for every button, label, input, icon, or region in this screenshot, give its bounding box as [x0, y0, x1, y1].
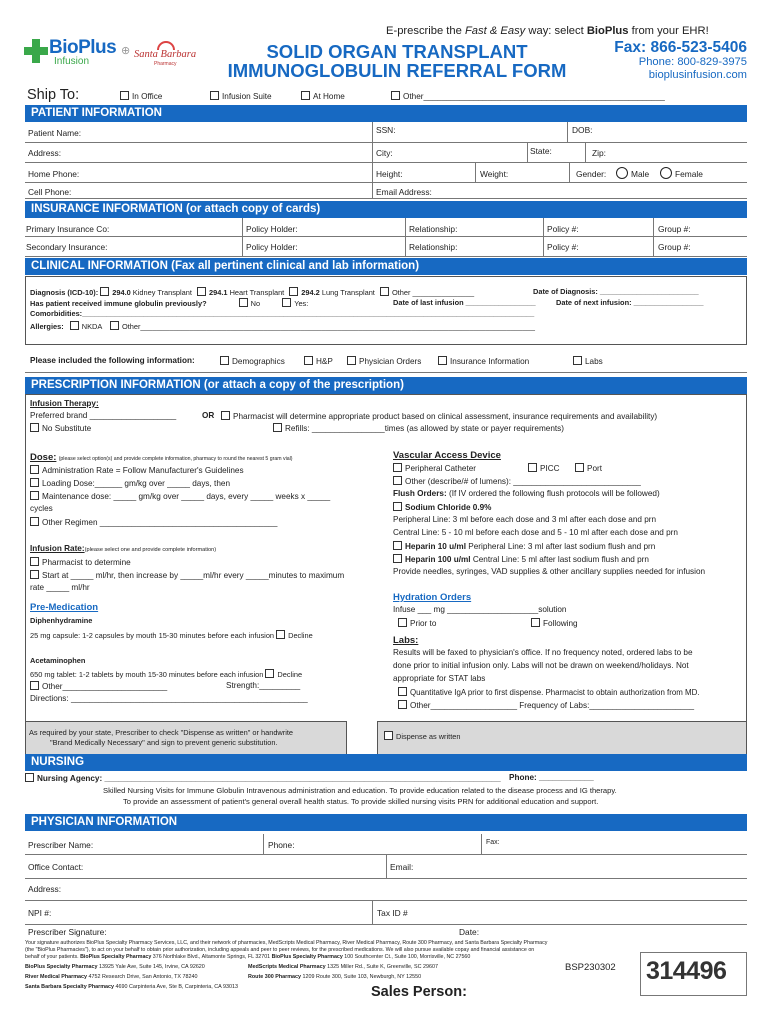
include-hp[interactable] [304, 356, 333, 367]
primary-insurance-field[interactable]: Primary Insurance Co: [26, 224, 110, 234]
vad-other-label[interactable]: Other (describe/# of lumens): ____________________________ [405, 477, 641, 486]
labs-title: Labs: [393, 635, 419, 646]
logo-pharmacy-text: Pharmacy [154, 61, 177, 67]
form-title-line1: SOLID ORGAN TRANSPLANT [266, 41, 528, 62]
acetaminophen-text [30, 669, 302, 679]
acetaminophen-title: Acetaminophen [30, 656, 86, 665]
form-code: BSP230302 [565, 962, 616, 973]
vad-picc-option[interactable] [528, 463, 560, 474]
include-insurance[interactable] [438, 356, 529, 367]
rate-pharm-option[interactable] [30, 557, 131, 568]
dx2-code: 294.1 [209, 288, 228, 297]
phone-number: Phone: 800-829-3975 [638, 56, 747, 68]
checkbox-icon[interactable] [239, 298, 248, 307]
checkbox-icon[interactable] [273, 423, 282, 432]
no-substitute-label: No Substitute [42, 424, 92, 433]
location-2-name: MedScripts Medical Pharmacy [248, 964, 326, 970]
ship-to-in-office-label: In Office [132, 92, 163, 101]
checkbox-icon[interactable] [304, 356, 313, 365]
dx1-code: 294.0 [112, 288, 131, 297]
fine-print-1: Your signature authorizes BioPlus Specialty Pharmacy Services, LLC, and their network of pharmacies, MedScripts Medical Pharmacy, River Medical Pharmacy, Route 300 Pharmacy, and Santa Barbara Specialty Pharmacy [25, 940, 548, 946]
heparin-10-text: Peripheral Line: 3 ml after last sodium flush and prn [468, 542, 656, 551]
include-physician-orders[interactable] [347, 356, 421, 367]
tagline-em: Fast & Easy [464, 25, 526, 37]
location-2-address: 1325 Miller Rd., Suite K, Greenville, SC 29607 [325, 964, 438, 970]
heparin-100-label: Heparin 100 u/ml [405, 555, 471, 564]
ship-to-at-home[interactable] [301, 91, 345, 102]
acetaminophen-dose: 650 mg tablet: 1-2 tablets by mouth 15-30 minutes before each infusion [30, 670, 264, 679]
fine-print-3-b2: BioPlus Specialty Pharmacy [271, 954, 343, 960]
hydration-title: Hydration Orders [393, 592, 472, 603]
secondary-relationship-field[interactable]: Relationship: [409, 242, 458, 252]
weight-field[interactable]: Weight: [480, 169, 509, 179]
ssn-field[interactable]: SSN: [376, 125, 396, 135]
rate-title: Infusion Rate: [30, 544, 85, 553]
sodium-chloride-label: Sodium Chloride 0.9% [405, 503, 492, 512]
dose-admin-option[interactable] [30, 465, 244, 476]
dx3-text: Lung Transplant [321, 288, 375, 297]
vad-other-option[interactable] [393, 476, 641, 487]
checkbox-icon[interactable] [110, 321, 119, 330]
dose-loading-option[interactable] [30, 478, 230, 489]
prescription-info-heading: PRESCRIPTION INFORMATION (or attach a copy of the prescription) [25, 377, 747, 394]
nursing-line-2: To provide an assessment of patient's general overall health status. To provide skilled nursing visits PRN for additional education and support. [123, 797, 599, 806]
checkbox-icon[interactable] [30, 681, 39, 690]
prescriber-phone-field[interactable]: Phone: [268, 840, 295, 850]
fine-print-3-b1: BioPlus Specialty Pharmacy [80, 954, 152, 960]
other-med-option[interactable] [30, 681, 167, 692]
prescriber-name-field[interactable]: Prescriber Name: [28, 840, 94, 850]
tax-id-field[interactable]: Tax ID # [377, 908, 408, 918]
dob-field[interactable]: DOB: [572, 125, 593, 135]
dx1-text: Kidney Transplant [132, 288, 192, 297]
location-1 [25, 964, 205, 971]
include-demographics-label: Demographics [232, 357, 285, 366]
clinical-info-heading: CLINICAL INFORMATION (Fax all pertinent clinical and lab information) [25, 258, 747, 275]
diphenhydramine-decline: Decline [288, 631, 313, 640]
radio-icon[interactable] [616, 167, 628, 179]
secondary-insurance-field[interactable]: Secondary Insurance: [26, 242, 108, 252]
heparin-10-option[interactable] [393, 541, 655, 552]
diagnosis-row [30, 287, 474, 297]
hydration-prior-option[interactable] [398, 618, 436, 629]
labs-quant-option[interactable] [398, 687, 699, 698]
labs-text-3: appropriate for STAT labs [393, 674, 486, 683]
prev-ig-no: No [250, 299, 261, 308]
tagline-pre: E-prescribe the [386, 25, 465, 37]
vad-title: Vascular Access Device [393, 450, 501, 461]
secondary-policy-holder-field[interactable]: Policy Holder: [246, 242, 298, 252]
next-infusion-date[interactable]: Date of next infusion: _________________ [556, 298, 704, 307]
checkbox-icon[interactable] [220, 356, 229, 365]
vad-picc-label: PICC [540, 464, 560, 473]
checkbox-icon[interactable] [398, 618, 407, 627]
ship-to-other[interactable] [391, 91, 665, 102]
rate-note: (please select one and provide complete information) [84, 547, 217, 553]
gender-male[interactable] [616, 167, 649, 179]
gender-female[interactable] [660, 167, 703, 179]
secondary-group-no-field[interactable]: Group #: [658, 242, 691, 252]
location-3-address: 4752 Research Drive, San Antonio, TX 78240 [87, 974, 198, 980]
checkbox-icon[interactable] [393, 502, 402, 511]
vad-peripheral-label: Peripheral Catheter [405, 464, 476, 473]
website: bioplusinfusion.com [648, 69, 747, 81]
checkbox-icon[interactable] [384, 731, 393, 740]
include-demographics[interactable] [220, 356, 285, 367]
allergy-other[interactable]: Other________________________________________________________________________________________________ [121, 322, 536, 331]
email-field[interactable]: Email Address: [376, 187, 432, 197]
checkbox-icon[interactable] [301, 91, 310, 100]
dose-title: Dose: [30, 452, 57, 463]
refills-option[interactable] [273, 423, 564, 434]
no-substitute-option[interactable] [30, 423, 91, 434]
rate-max[interactable]: rate _____ ml/hr [30, 583, 90, 592]
ship-to-other-label: Other [403, 92, 424, 101]
nursing-line-1: Skilled Nursing Visits for Immune Globulin Intravenous administration and education. To provide education related to the disease process and IG therapy. [103, 786, 617, 795]
plus-separator-icon: ⊕ [121, 45, 131, 57]
labs-other-field[interactable]: Other___________________ Frequency of Labs:_______________________ [410, 701, 695, 710]
fine-print-3-pre: behalf of your patients. [25, 954, 81, 960]
checkbox-icon[interactable] [393, 463, 402, 472]
dose-loading-label[interactable]: Loading Dose:______ gm/kg over _____ days, then [42, 479, 230, 488]
hydration-prior-label: Prior to [410, 619, 437, 628]
checkbox-icon[interactable] [573, 356, 582, 365]
dose-admin-label: Administration Rate = Follow Manufacturer's Guidelines [42, 466, 244, 475]
flush-orders [393, 489, 660, 499]
dose-title-row [30, 453, 293, 464]
dose-cycles: cycles [30, 504, 53, 513]
checkbox-icon[interactable] [393, 541, 402, 550]
primary-group-no-field[interactable]: Group #: [658, 224, 691, 234]
diphenhydramine-dose: 25 mg capsule: 1-2 capsules by mouth 15-30 minutes before each infusion [30, 631, 275, 640]
allergies-row [30, 321, 535, 331]
dose-other-option[interactable] [30, 517, 277, 528]
checkbox-icon[interactable] [393, 554, 402, 563]
primary-policy-holder-field[interactable]: Policy Holder: [246, 224, 298, 234]
dx3-code: 294.2 [301, 288, 320, 297]
physician-info-heading: PHYSICIAN INFORMATION [25, 814, 747, 831]
cross-icon [24, 39, 48, 63]
checkbox-icon[interactable] [531, 618, 540, 627]
comorbidities-field[interactable]: Comorbidities:______________________________________________________________________________________________________________ [30, 309, 535, 318]
location-5-name: Santa Barbara Specialty Pharmacy [25, 984, 114, 990]
central-line-text: Central Line: 5 - 10 ml before each dose and 5 - 10 ml after each dose and prn [393, 528, 678, 537]
home-phone-field[interactable]: Home Phone: [28, 169, 80, 179]
include-info-row [30, 356, 195, 366]
dispense-as-written-option[interactable] [384, 731, 461, 741]
tagline-mid: way: select [525, 25, 587, 37]
checkbox-icon[interactable] [276, 630, 285, 639]
prev-ig-label: Has patient received immune globulin previously? [30, 299, 207, 308]
secondary-policy-no-field[interactable]: Policy #: [547, 242, 579, 252]
location-5-address: 4690 Carpinteria Ave, Ste B, Carpinteria, CA 93013 [114, 984, 238, 990]
form-number: 314496 [646, 957, 727, 985]
radio-icon[interactable] [660, 167, 672, 179]
office-contact-field[interactable]: Office Contact: [28, 862, 84, 872]
santabarbara-logo [134, 38, 204, 70]
include-hp-label: H&P [316, 357, 333, 366]
checkbox-icon[interactable] [100, 287, 109, 296]
dx-other[interactable]: Other _______________ [391, 288, 475, 297]
ship-to-in-office[interactable] [120, 91, 162, 102]
dispense-as-written-label: Dispense as written [396, 732, 461, 741]
infusion-therapy-title-text: Infusion Therapy [30, 399, 96, 408]
logo-infusion-text: Infusion [54, 56, 90, 67]
tagline-brand: BioPlus [586, 25, 629, 37]
dose-note: (please select option(s) and provide complete information, pharmacy to round the nearest 5 gram vial) [58, 456, 293, 462]
checkbox-icon[interactable] [30, 517, 39, 526]
acetaminophen-decline: Decline [277, 670, 303, 679]
rate-start-option[interactable] [30, 570, 344, 581]
primary-relationship-field[interactable]: Relationship: [409, 224, 458, 234]
location-4-address: 1209 Route 300, Suite 103, Newburgh, NY 12550 [301, 974, 422, 980]
checkbox-icon[interactable] [30, 465, 39, 474]
checkbox-icon[interactable] [30, 570, 39, 579]
location-3 [25, 974, 198, 981]
prescriber-signature-field[interactable]: Prescriber Signature: [28, 927, 107, 937]
state-field[interactable]: State: [530, 146, 552, 156]
checkbox-icon[interactable] [210, 91, 219, 100]
dose-other-label[interactable]: Other Regimen _______________________________________ [42, 518, 278, 527]
checkbox-icon[interactable] [120, 91, 129, 100]
checkbox-icon[interactable] [70, 321, 79, 330]
nursing-agency-label[interactable]: Nursing Agency: _______________________________________________________________________________________ [37, 774, 501, 783]
checkbox-icon[interactable] [398, 700, 407, 709]
peripheral-line-text: Peripheral Line: 3 ml before each dose and 3 ml after each dose and prn [393, 515, 657, 524]
or-label: OR [202, 411, 215, 420]
location-1-name: BioPlus Specialty Pharmacy [25, 964, 98, 970]
prescriber-email-field[interactable]: Email: [390, 862, 414, 872]
other-med-field[interactable]: Other_______________________ [42, 682, 168, 691]
address-field[interactable]: Address: [28, 148, 62, 158]
checkbox-icon[interactable] [391, 91, 400, 100]
ship-to-at-home-label: At Home [313, 92, 345, 101]
prescriber-fax-field[interactable]: Fax: [486, 839, 500, 846]
location-1-address: 13925 Yale Ave, Suite 145, Irvine, CA 92620 [97, 964, 205, 970]
labs-other-option[interactable] [398, 700, 694, 711]
refills-label[interactable]: Refills: ________________times (as allowed by state or payer requirements) [285, 424, 564, 433]
infusion-therapy-title: Infusion Therapy: [30, 399, 99, 408]
location-5 [25, 984, 238, 991]
prev-ig-yes: Yes: [294, 299, 309, 308]
nursing-agency-field[interactable] [25, 773, 501, 784]
location-4 [248, 974, 421, 981]
npi-field[interactable]: NPI #: [28, 908, 52, 918]
sales-person-label: Sales Person: [371, 984, 467, 1000]
premed-title: Pre-Medication [30, 602, 99, 613]
vad-port-label: Port [587, 464, 603, 473]
prescriber-address-field[interactable]: Address: [28, 884, 62, 894]
flush-orders-text: (If IV ordered the following flush protocols will be followed) [448, 489, 660, 498]
include-labs[interactable] [573, 356, 603, 367]
insurance-info-heading: INSURANCE INFORMATION (or attach copy of cards) [25, 201, 747, 218]
fine-print-2: (the "BioPlus Pharmacies"), to act on your behalf to obtain prior authorization, including appeals and peer to peer reviews, for the prescribed medications. We will also pursue available copay and financial assistance on [25, 947, 535, 953]
pharmacist-determine-option[interactable] [221, 411, 657, 422]
cell-phone-field[interactable]: Cell Phone: [28, 187, 72, 197]
dx2-text: Heart Transplant [229, 288, 285, 297]
checkbox-icon[interactable] [398, 687, 407, 696]
gender-label: Gender: [576, 169, 607, 179]
prev-ig-row [30, 298, 308, 308]
daw-note-2: "Brand Medically Necessary" and sign to prevent generic substitution. [50, 738, 278, 747]
checkbox-icon[interactable] [25, 773, 34, 782]
checkbox-icon[interactable] [393, 476, 402, 485]
checkbox-icon[interactable] [30, 557, 39, 566]
last-infusion-date[interactable]: Date of last infusion _________________ [393, 298, 536, 307]
diphenhydramine-title: Diphenhydramine [30, 616, 93, 625]
ship-to-infusion-suite-label: Infusion Suite [222, 92, 272, 101]
location-3-name: River Medical Pharmacy [25, 974, 88, 980]
allergies-label: Allergies: [30, 322, 64, 331]
diphenhydramine-text [30, 630, 313, 640]
logo-santabarbara-text: Santa Barbara [134, 49, 197, 60]
sodium-chloride-option[interactable] [393, 502, 491, 513]
date-of-diagnosis[interactable]: Date of Diagnosis: ________________________ [533, 287, 699, 296]
hydration-following-label: Following [543, 619, 578, 628]
checkbox-icon[interactable] [30, 423, 39, 432]
vad-peripheral-option[interactable] [393, 463, 476, 474]
nursing-heading: NURSING [25, 754, 747, 771]
city-field[interactable]: City: [376, 148, 393, 158]
supplies-text: Provide needles, syringes, VAD supplies & other ancillary supplies needed for infusion [393, 567, 706, 576]
ship-to-label: Ship To: [27, 87, 80, 103]
tagline-post: from your EHR! [628, 25, 709, 37]
heparin-10-label: Heparin 10 u/ml [405, 542, 466, 551]
checkbox-icon[interactable] [528, 463, 537, 472]
flush-orders-label: Flush Orders: [393, 489, 447, 498]
labs-text-2: done prior to initial infusion only. Labs will not be drawn on weekend/holidays. Not [393, 661, 689, 670]
checkbox-icon[interactable] [30, 491, 39, 500]
zip-field[interactable]: Zip: [592, 148, 606, 158]
include-labs-label: Labs [585, 357, 603, 366]
fax-number: Fax: 866-523-5406 [614, 39, 747, 56]
checkbox-icon[interactable] [265, 669, 274, 678]
patient-info-heading: PATIENT INFORMATION [25, 105, 747, 122]
labs-quant-label: Quantitative IgA prior to first dispense. Pharmacist to obtain authorization from MD. [410, 688, 700, 697]
directions-field[interactable]: Directions: ____________________________________________________ [30, 694, 308, 703]
form-title-line2: IMMUNOGLOBULIN REFERRAL FORM [227, 60, 567, 81]
gender-female-label: Female [675, 169, 703, 179]
checkbox-icon[interactable] [438, 356, 447, 365]
hydration-infuse-field[interactable]: Infuse ___ mg ____________________solution [393, 605, 567, 614]
gender-male-label: Male [631, 169, 650, 179]
heparin-100-text: Central Line: 5 ml after last sodium flush and prn [472, 555, 649, 564]
fine-print-3 [25, 954, 470, 961]
location-2 [248, 964, 438, 971]
heparin-100-option[interactable] [393, 554, 649, 565]
preferred-brand-field[interactable]: Preferred brand ___________________ [30, 411, 177, 420]
vad-port-option[interactable] [575, 463, 602, 474]
ship-to-other-line[interactable]: _____________________________________________________ [423, 92, 665, 101]
hydration-following-option[interactable] [531, 618, 578, 629]
checkbox-icon[interactable] [347, 356, 356, 365]
dose-maint-option[interactable] [30, 491, 330, 502]
include-label: Please included the following information: [30, 356, 195, 365]
include-physician-orders-label: Physician Orders [359, 357, 422, 366]
checkbox-icon[interactable] [575, 463, 584, 472]
fine-print-3-t1: 376 Northlake Blvd., Altamonte Springs, FL 32701 [151, 954, 272, 960]
checkbox-icon[interactable] [221, 411, 230, 420]
tagline [386, 25, 709, 38]
checkbox-icon[interactable] [289, 287, 298, 296]
labs-text-1: Results will be faxed to physician's office. If no frequency noted, ordered labs to be [393, 648, 693, 657]
checkbox-icon[interactable] [30, 478, 39, 487]
location-4-name: Route 300 Pharmacy [248, 974, 302, 980]
patient-name-field[interactable]: Patient Name: [28, 128, 82, 138]
diagnosis-label: Diagnosis (ICD-10): [30, 288, 99, 297]
fine-print-3-t2: 100 Southcenter Ct., Suite 100, Morrisville, NC 27560 [342, 954, 471, 960]
allergy-nkda: NKDA [81, 322, 102, 331]
dose-maint-label[interactable]: Maintenance dose: _____ gm/kg over _____ days, every _____ weeks x _____ [42, 492, 331, 501]
signature-date-field[interactable]: Date: [459, 927, 480, 937]
rate-start-label[interactable]: Start at _____ ml/hr, then increase by _____ml/hr every _____minutes to maximum [42, 571, 345, 580]
rate-pharm-label: Pharmacist to determine [42, 558, 131, 567]
pharmacist-determine-label: Pharmacist will determine appropriate product based on clinical assessment, insurance requirements and availability) [233, 412, 658, 421]
include-insurance-label: Insurance Information [450, 357, 530, 366]
logo-bioplus-text: BioPlus [49, 37, 117, 58]
nursing-phone-field[interactable]: Phone: ____________ [509, 773, 594, 782]
strength-field[interactable]: Strength:_________ [226, 681, 301, 690]
height-field[interactable]: Height: [376, 169, 403, 179]
ship-to-infusion-suite[interactable] [210, 91, 272, 102]
rate-title-row [30, 544, 216, 555]
checkbox-icon[interactable] [380, 287, 389, 296]
checkbox-icon[interactable] [197, 287, 206, 296]
primary-policy-no-field[interactable]: Policy #: [547, 224, 579, 234]
checkbox-icon[interactable] [282, 298, 291, 307]
daw-note-1: As required by your state, Prescriber to check "Dispense as written" or handwrite [29, 728, 294, 737]
